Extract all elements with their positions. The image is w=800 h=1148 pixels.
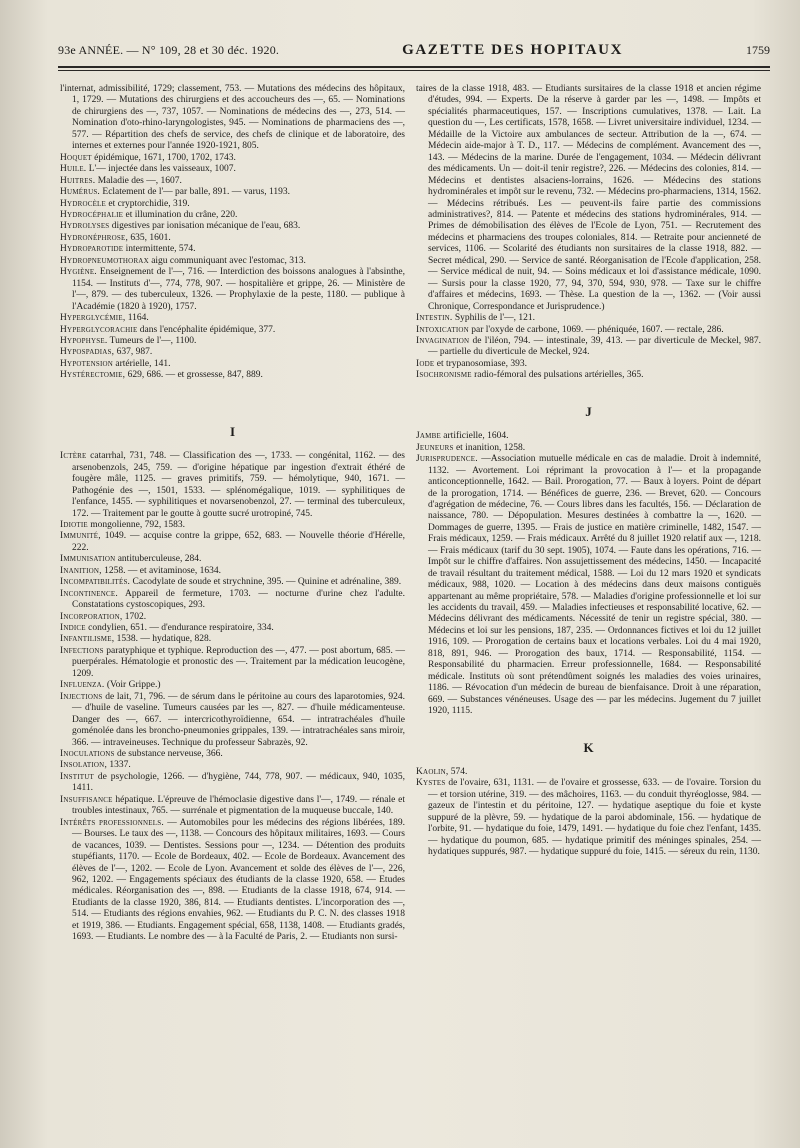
entry-text: artificielle, 1604. (440, 431, 509, 442)
letter-heading-j: J (585, 403, 592, 419)
entry-headword: Hydroparotide (60, 244, 124, 255)
entry-text: taires de la classe 1918, 483. — Etudiants sursitaires de la classe 1918 et ancien régime d'études, 994. — Experts. De la réserve à garder par les —, 1498. — Impôts et spécialités pharmaceutiques, 157. — Inscriptions cumulatives, 1378. — Lait. La question du —, Les certificats, 1578, 1658. — Livret universitaire individuel, 1234. — Médaille de la Victoire aux ambulances de secteur. Attribution de la —, 674. — Médecin aide-major à T. D., 117. — Médecins de complément. Avancement des —, 143. — Médecins de la marine. Durée de l'engagement, 1034. — Médecin délivrant des médicaments. Un — doit-il tenir registre?, 226. — Médecins des colonies, 814. — Médecins et dentistes alsaciens-lorrains, 1626. — Médecins des stations hydrominérales et impôt sur le revenu, 732. — Médecins pro-pharmaciens, 1314, 1562. — Médecins rétribués. Les — peuvent-ils faire partie des commissions administratives?, 814. — Patente et médecins des stations hydrominérales, 914. — Primes de démobilisation des élèves de l'Ecole de Lyon, 751. — Recrutement des médecins et pharmaciens des troupes coloniales, 814. — Retraite pour ancienneté de services, 1106. — Scolarité des étudiants non sursitaires de la classe 1918, 882. — Secret médical, 290. — Service de santé. Réorganisation de l'Ecole d'application, 258. — Service médical de nuit, 94. — Soins médicaux et loi d'assistance médicale, 1090. — Sursis pour la classe 1920, 77, 94, 370, 594, 930, 978. — Taxe sur le chiffre d'affaires et médecins, 1693. — Thèse. La question de la —, 1362. — (Voir aussi Chronique, Correspondance et Jurisprudence.) (416, 84, 761, 312)
entry-headword: Infantilisme, (60, 634, 115, 645)
running-header (58, 42, 770, 64)
entry-headword: Iode (416, 358, 435, 369)
entry-text: intermittente, 574. (123, 244, 196, 255)
index-entry (60, 612, 405, 623)
index-entry (416, 370, 761, 381)
entry-headword: Hydrocéphalie (60, 209, 124, 220)
index-entry (60, 589, 405, 612)
index-entry (60, 325, 405, 336)
page-number: 1759 (745, 43, 770, 57)
entry-headword: Intoxication (416, 324, 469, 335)
entry-headword: Huitres. (60, 175, 96, 186)
entry-text: épidémique, 1671, 1700, 1702, 1743. (91, 152, 236, 163)
entry-text: Maladie des —, 1607. (95, 175, 182, 186)
index-entry (60, 267, 405, 313)
entry-headword: Institut (60, 771, 94, 782)
entry-headword: Infections (60, 645, 104, 656)
entry-headword: Inoculations (60, 749, 115, 760)
entry-text: 1702. (122, 611, 147, 622)
index-entry (60, 153, 405, 164)
index-entry (60, 749, 405, 760)
entries-i (60, 451, 405, 943)
entry-text: de psychologie, 1266. — d'hygiène, 744, 778, 907. — médicaux, 940, 1035, 1411. (72, 771, 405, 794)
entry-text: Syphilis de l'—, 121. (452, 313, 535, 324)
index-entry (60, 623, 405, 634)
entry-headword: Hypotension (60, 358, 114, 369)
journal-title: GAZETTE DES HOPITAUX (402, 42, 624, 58)
index-entry (60, 566, 405, 577)
entries-k (416, 767, 761, 859)
entry-text: et illumination du crâne, 220. (123, 209, 238, 220)
index-entry (416, 325, 761, 336)
index-entry (60, 680, 405, 691)
entry-text: hépatique. L'épreuve de l'hémoclasie digestive dans l'—, 1749. — rénale et troubles intestinaux, 765. — surrénale et pigmentation de la muqueuse buccale, 140. (72, 794, 405, 817)
index-entry (60, 221, 405, 232)
entry-headword: Insolation, (60, 760, 108, 771)
index-entry (60, 199, 405, 210)
entries-j (416, 431, 761, 717)
entry-headword: Injections (60, 691, 103, 702)
entry-headword: Invagination (416, 335, 470, 346)
entry-headword: Jambe (416, 431, 441, 442)
index-entry (416, 313, 761, 324)
entry-text: 1258. — et avitaminose, 1634. (101, 565, 222, 576)
index-entry (60, 760, 405, 771)
entry-headword: Hyperglycorachie (60, 324, 138, 335)
entry-text: Appareil de fermeture, 1703. — nocturne d'urine chez l'adulte. Constatations cystoscopiques, 293. (72, 588, 405, 611)
entry-headword: Hydronéphrose, (60, 232, 129, 243)
entry-text: l'internat, admissibilité, 1729; classement, 753. — Mutations des médecins des hôpitaux, 1, 1729. — Mutations des chirurgiens et des accoucheurs des —, 65. — Nominations de chirurgiens des —, 737, 1057. — Nominations de médecins des —, 273, 514. — Nomination d'oto-rhino-laryngologistes, 945. — Nominations de pharmaciens des —, 577. — Répartition des chefs de service, des chefs de clinique et de laboratoire, des internes et externes pour l'année 1920-1921, 805. (60, 84, 405, 152)
entry-headword: Incorporation, (60, 611, 123, 622)
entry-text: de substance nerveuse, 366. (114, 749, 223, 760)
entry-headword: Insuffisance (60, 794, 113, 805)
entry-text: 637, 987. (114, 347, 153, 358)
index-entry (416, 454, 761, 717)
entry-headword: Hypophyse. (60, 335, 108, 346)
entry-text: paratyphique et typhique. Reproduction des —, 477. — post abortum, 685. — puerpérales. Hématologie et pronostic des —. Traitement par la médication leucogène, 1209. (72, 645, 405, 679)
entry-headword: Intestin. (416, 313, 453, 324)
entry-headword: Jurisprudence. (416, 454, 478, 465)
entry-headword: Hygiène. (60, 267, 97, 278)
entry-headword: Hydropneumothorax (60, 255, 149, 266)
entry-headword: Hydrocèle (60, 198, 106, 209)
index-entry (416, 778, 761, 858)
entry-headword: Hypospadias, (60, 347, 115, 358)
entry-text: —Association mutuelle médicale en cas de maladie. Droit à indemnité, 1132. — Avortement. Loi réprimant la provocation à l'— et la propagande anticonceptionnelle, 1642. — Bail. Prorogation, 77. — Baux à loyers. Point de départ de la prorogation, 1714. — Bénéfices de guerre, 236. — Brevet, 620. — Concours d'agrégation de médecine, 76. — Cours libres dans les facultés, 156. — Déclaration de naissance, 780. — Dépopulation. Mesures destinées à combattre la —, 1620. — Dommages de guerre, 1395. — Frais de justice en matière criminelle, 1482, 1547. — Frais médicaux, 1259. — Frais médicaux. Arrêté du 8 juillet 1920 relatif aux —, 1218. — Frais médicaux (tarif du 30 sept. 1905), 1074. — Faute dans les opérations, 716. — Impôt sur le chiffre d'affaires. Non assujettissement des médecins, 1450. — Incapacité de travail résultant du traitement médical, 1588. — Loi du 12 mars 1920 et syndicats médicaux, 988, 1020. — Location à des médecins dans deux maisons contiguës appartenant au même propriétaire, 578. — Maladies d'origine professionnelle et loi sur les accidents du travail, 459. — Maladies infectieuses et responsabilité locative, 62. — Médecins délivrant des médicaments. Nécessité de tenir un registre spécial, 380. — Médecins et loi sur les pensions, 187, 235. — Ordonnances fictives et loi du 12 juillet 1916, 109. — Prorogation de certains baux et locations verbales. Loi du 4 mai 1920, 818, 891, 946. — Prorogation des baux, 1714. — Responsabilité, 1154. — Responsabilité du pharmacien. Erreur professionnelle, 1684. — Responsabilité médicale. Instituts où sont prétendûment soignés les maladies des voies urinaires, 1186. — Révocation d'un médecin de bureau de bienfaisance. Droit à une réparation, 669. — Substances vénéneuses. Usage des — par les médecins. Jugement du 7 juillet 1920, 1115. (428, 454, 761, 717)
entry-headword: Kystes (416, 778, 446, 789)
entry-headword: Kaolin, (416, 767, 449, 778)
entry-text: L'— injectée dans les vaisseaux, 1007. (86, 164, 236, 175)
entry-headword: Hoquet (60, 152, 92, 163)
entry-text: 1049. — acquise contre la grippe, 652, 683. — Nouvelle théorie d'Hérelle, 222. (72, 531, 405, 553)
entry-headword: Humérus. (60, 187, 101, 198)
entry-headword: Hyperglycémie, (60, 313, 126, 324)
entry-text: mongolienne, 792, 1583. (87, 519, 185, 530)
entry-headword: Incontinence. (60, 588, 118, 599)
entry-text: et cryptorchidie, 319. (106, 198, 190, 209)
index-entry (60, 256, 405, 267)
entry-text: radio-fémoral des pulsations artérielles, 365. (471, 370, 644, 381)
index-entry (416, 431, 761, 442)
index-entry (60, 210, 405, 221)
entry-headword: Influenza. (60, 680, 105, 691)
entry-text: de l'iléon, 794. — intestinale, 39, 413. — par diverticule de Meckel, 987. — partielle du diverticule de Meckel, 924. (428, 335, 761, 358)
issue-info: 93e ANNÉE. — N° 109, 28 et 30 déc. 1920. (58, 43, 280, 57)
entry-text: de lait, 71, 796. — de sérum dans le péritoine au cours des laparotomies, 924. — d'huile de vaseline. Tumeurs causées par les —, 827. — d'huile médicamenteuse. Danger des —, 667. — intercricothyroïdienne, 654. — intratrachéales d'huile goménolée dans les broncho-pneumonies grippales, 139. — intratrachéales sans miroir, 366. — intraveineuses. Technique du professeur Sabrazès, 92. (72, 691, 405, 748)
entry-text: 1337. (107, 760, 131, 771)
entry-text: antituberculeuse, 284. (115, 554, 202, 565)
index-entry (60, 577, 405, 588)
entry-text: Tumeurs de l'—, 1100. (107, 335, 197, 346)
entry-headword: Indice (60, 623, 86, 634)
entry-text: aigu communiquant avec l'estomac, 313. (148, 255, 306, 266)
spacer (60, 382, 405, 422)
right-column (416, 84, 761, 859)
entry-text: 1538. — hydatique, 828. (114, 634, 212, 645)
letter-heading-i: I (229, 423, 236, 439)
entry-headword: Inanition, (60, 565, 102, 576)
index-entry (60, 164, 405, 175)
entry-text: Eclatement de l'— par balle, 891. — varus, 1193. (100, 187, 291, 198)
spacer (416, 382, 761, 402)
index-entry (60, 451, 405, 520)
entry-headword: Huile. (60, 164, 87, 175)
index-entry (60, 233, 405, 244)
entry-text: digestives par ionisation mécanique de l'eau, 683. (109, 221, 301, 232)
index-entry (60, 554, 405, 565)
index-entry (60, 84, 405, 153)
entry-text: (Voir Grippe.) (104, 680, 161, 691)
header-rule-thick (58, 66, 770, 68)
entry-headword: Hystérectomie, (60, 370, 126, 381)
entry-headword: Incompatibilités. (60, 577, 131, 588)
entries-h (60, 84, 405, 382)
index-entry (60, 531, 405, 554)
entry-text: et inanition, 1258. (453, 442, 526, 453)
entry-text: artérielle, 141. (113, 358, 171, 369)
entry-text: par l'oxyde de carbone, 1069. — phéniquée, 1607. — rectale, 286. (468, 324, 724, 335)
index-entry (416, 767, 761, 778)
entry-headword: Intérêts professionnels. (60, 817, 164, 828)
entry-text: — Automobiles pour les médecins des régions libérées, 189. — Bourses. Le taux des —, 1138. — Concours des hôpitaux militaires, 1693. — Cours de vacances, 1039. — Dentistes. Sessions pour —, 1234. — Détention des produits stupéfiants, 1170. — Ecole de Bordeaux, 402. — Ecole de Bordeaux. Avancement des élèves de l'—, 1202. — Ecole de Lyon. Avancement et solde des élèves de l'—, 226, 962, 1202. — Engagements spéciaux des étudiants de la classe 1920, 658. — Etudes médicales. Réorganisation des —, 898. — Etudiants de la classe 1918, 674, 914. — Etudiants de la classe 1920, 386, 814. — Etudiants dentistes. L'incorporation des —, 514. — Etudiants des régions envahies, 962. — Etudiants du P. C. N. des classes 1918 et 1919, 386. — Etudiants. Engagement spécial, 658, 1138, 1408. — Etudiants gradés, 1693. — Etudiants. Le nombre des — à la Faculté de Paris, 2. — Etudiants non sursi- (72, 817, 406, 943)
index-entry (60, 692, 405, 749)
entry-text: 635, 1601. (128, 232, 171, 243)
header-rule-thin (58, 70, 770, 71)
entry-text: dans l'encéphalite épidémique, 377. (137, 324, 276, 335)
entry-headword: Immunité, (60, 531, 101, 542)
index-entry (60, 244, 405, 255)
index-entry (60, 520, 405, 531)
entry-text: et trypanosomiase, 393. (434, 358, 527, 369)
index-entry (60, 818, 405, 944)
index-entry (60, 370, 405, 381)
index-entry (60, 187, 405, 198)
entry-text: condylien, 651. — d'endurance respiratoire, 334. (85, 623, 274, 634)
spacer (416, 718, 761, 738)
index-entry (60, 336, 405, 347)
index-entry (416, 359, 761, 370)
index-entry (60, 634, 405, 645)
index-entry (416, 336, 761, 359)
index-entry (416, 84, 761, 313)
entries-i-continued (416, 84, 761, 382)
entry-text: Enseignement de l'—, 716. — Interdiction des boissons analogues à l'absinthe, 1154. — Instituts d'—, 774, 778, 907. — hospitalière et grippe, 26. — Ministère de l'—, 879. — des tuberculeux, 1326. — Prophylaxie de la peste, 1180. — publique à l'Académie (1820 à 1920), 1757. (72, 267, 405, 312)
index-entry (60, 772, 405, 795)
entry-text: Cacodylate de soude et strychnine, 395. — Quinine et adrénaline, 389. (130, 577, 402, 588)
index-entry (60, 646, 405, 680)
entry-text: 574. (448, 767, 468, 778)
entry-text: 1164. (125, 313, 149, 324)
entry-text: de l'ovaire, 631, 1131. — de l'ovaire et grossesse, 633. — de l'ovaire. Torsion du — et torsion utérine, 319. — des mâchoires, 1163. — du conduit thyréoglosse, 984. — gazeux de l'intestin et du péritoine, 127. — hydatique aseptique du foie et kyste suppuré de la plèvre, 59. — hydatique de la paroi abdominale, 156. — hydatique de l'orbite, 91. — hydatique du foie, 1479, 1491. — hydatique du foie chez l'enfant, 1435. — hydatique du poumon, 685. — hydatique primitif des méninges spinales, 254. — hydatiques suppurés, 987. — hydatique suppuré du foie, 1415. — séreux du rein, 1130. (428, 778, 761, 858)
entry-headword: Hydrolyses (60, 221, 110, 232)
index-entry (416, 443, 761, 454)
index-entry (60, 176, 405, 187)
entry-headword: Isochronisme (416, 370, 472, 381)
index-entry (60, 359, 405, 370)
left-column (60, 84, 405, 944)
index-entry (60, 795, 405, 818)
entry-text: catarrhal, 731, 748. — Classification des —, 1733. — congénital, 1162. — des arsenobenzols, 245, 759. — d'origine hépatique par ingestion d'extrait éthéré de fougère mâle, 1125. — graves primitifs, 759. — hémolytique, 940, 1671. — Pathogénie des —, 1501, 1533. — splénomégalique, 1019. — syphilitiques de l'enfance, 1455. — syphilitiques et novarsenobenzol, 27. — terminal des tuberculeux, 172. — Traitement par le goutte à goutte sucré urotropiné, 745. (72, 451, 405, 519)
index-entry (60, 313, 405, 324)
entry-headword: Idiotie (60, 519, 88, 530)
letter-heading-k: K (583, 739, 594, 755)
entry-headword: Jeuneurs (416, 442, 454, 453)
entry-headword: Immunisation (60, 554, 116, 565)
entry-text: 629, 686. — et grossesse, 847, 889. (125, 370, 263, 381)
entry-headword: Ictère (60, 451, 87, 462)
index-entry (60, 347, 405, 358)
